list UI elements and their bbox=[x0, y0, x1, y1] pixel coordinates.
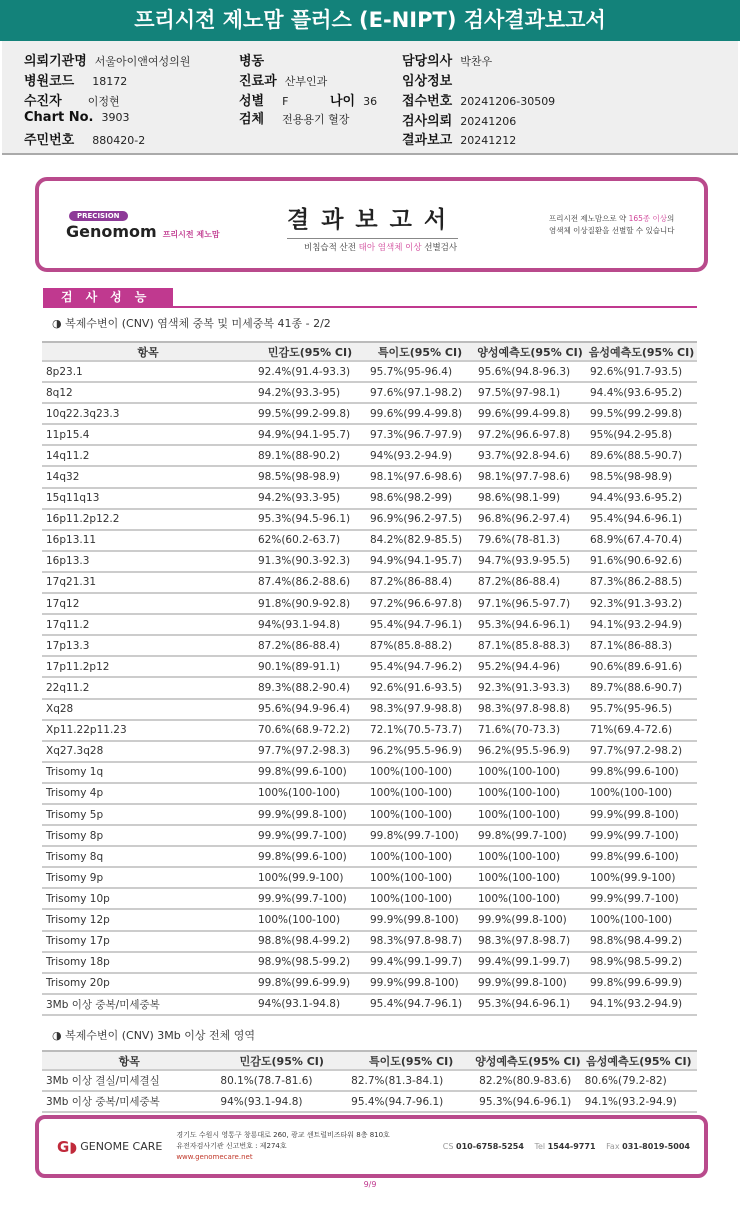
banner-title: 결과보고서 bbox=[287, 201, 458, 239]
metric-cell: 87%(85.8-88.2) bbox=[366, 635, 474, 656]
metric-cell: 94%(93.2-94.9) bbox=[366, 445, 474, 466]
field-rrn bbox=[24, 129, 145, 148]
item-cell: Trisomy 10p bbox=[42, 888, 254, 909]
field-request bbox=[402, 110, 516, 129]
table-row bbox=[42, 677, 697, 698]
item-cell: Xq28 bbox=[42, 699, 254, 720]
table-row bbox=[42, 994, 697, 1015]
table2-caption: ◑ 복제수변이 (CNV) 3Mb 이상 전체 영역 bbox=[52, 1029, 255, 1042]
brand-kr: 프리시전 제노맘 bbox=[162, 230, 220, 239]
t: 의 bbox=[667, 214, 675, 223]
metric-cell: 71%(69.4-72.6) bbox=[586, 720, 697, 741]
column-header: 음성예측도(95% CI) bbox=[581, 1051, 697, 1070]
table-row bbox=[42, 973, 697, 994]
metric-cell: 100%(100-100) bbox=[254, 909, 366, 930]
report-title: 프리시전 제노맘 플러스 (E-NIPT) 검사결과보고서 bbox=[0, 0, 740, 41]
metric-cell: 100%(100-100) bbox=[474, 888, 586, 909]
metric-cell: 99.9%(99.7-100) bbox=[586, 888, 697, 909]
item-cell: 3Mb 이상 결실/미세결실 bbox=[42, 1070, 216, 1091]
metric-cell: 80.6%(79.2-82) bbox=[581, 1070, 697, 1091]
metric-cell: 96.2%(95.5-96.9) bbox=[474, 741, 586, 762]
item-cell: Trisomy 1q bbox=[42, 762, 254, 783]
item-cell: 14q11.2 bbox=[42, 445, 254, 466]
metric-cell: 95.3%(94.5-96.1) bbox=[254, 509, 366, 530]
table-row bbox=[42, 867, 697, 888]
metric-cell: 79.6%(78-81.3) bbox=[474, 530, 586, 551]
field-specimen bbox=[239, 108, 349, 127]
table-row bbox=[42, 952, 697, 973]
metric-cell: 94.2%(93.3-95) bbox=[254, 488, 366, 509]
table-row bbox=[42, 403, 697, 424]
metric-cell: 100%(100-100) bbox=[586, 909, 697, 930]
precision-badge: PRECISION bbox=[69, 211, 128, 221]
metric-cell: 99.8%(99.6-100) bbox=[586, 846, 697, 867]
item-cell: 16p11.2p12.2 bbox=[42, 509, 254, 530]
metric-cell: 95.2%(94.4-96) bbox=[474, 656, 586, 677]
metric-cell: 87.4%(86.2-88.6) bbox=[254, 572, 366, 593]
column-header: 양성예측도(95% CI) bbox=[474, 342, 586, 361]
metric-cell: 95.3%(94.6-96.1) bbox=[474, 614, 586, 635]
table-row bbox=[42, 783, 697, 804]
item-cell: Trisomy 4p bbox=[42, 783, 254, 804]
value: 전용용기 혈장 bbox=[282, 113, 350, 126]
field-receipt bbox=[402, 90, 555, 109]
header-row bbox=[42, 342, 697, 361]
metric-cell: 98.1%(97.6-98.6) bbox=[366, 466, 474, 487]
table-row bbox=[42, 551, 697, 572]
metric-cell: 94.9%(94.1-95.7) bbox=[254, 424, 366, 445]
metric-cell: 97.3%(96.7-97.9) bbox=[366, 424, 474, 445]
label: 의뢰기관명 bbox=[24, 54, 87, 69]
field-ward bbox=[239, 50, 272, 69]
t: 비침습적 산전 bbox=[304, 243, 359, 253]
label: 성별 bbox=[239, 94, 265, 109]
table-row bbox=[42, 762, 697, 783]
website-link[interactable]: www.genomecare.net bbox=[176, 1153, 253, 1161]
label: 검체 bbox=[239, 112, 265, 127]
genomom-logo bbox=[66, 222, 220, 241]
table-row bbox=[42, 804, 697, 825]
item-cell: Trisomy 17p bbox=[42, 931, 254, 952]
metric-cell: 99.9%(99.8-100) bbox=[366, 909, 474, 930]
metric-cell: 100%(100-100) bbox=[366, 783, 474, 804]
value: 이정현 bbox=[87, 95, 120, 108]
label: 결과보고 bbox=[402, 133, 453, 148]
footer-address bbox=[176, 1130, 428, 1163]
metric-cell: 98.1%(97.7-98.6) bbox=[474, 466, 586, 487]
value: 36 bbox=[363, 95, 378, 108]
table-row bbox=[42, 909, 697, 930]
value: 20241206 bbox=[460, 115, 517, 128]
metric-cell: 99.8%(99.7-100) bbox=[474, 825, 586, 846]
table-row bbox=[42, 741, 697, 762]
metric-cell: 99.6%(99.4-99.8) bbox=[366, 403, 474, 424]
metric-cell: 90.1%(89-91.1) bbox=[254, 656, 366, 677]
metric-cell: 91.6%(90.6-92.6) bbox=[586, 551, 697, 572]
metric-cell: 92.4%(91.4-93.3) bbox=[254, 361, 366, 382]
item-cell: 17p13.3 bbox=[42, 635, 254, 656]
table-row bbox=[42, 614, 697, 635]
banner-subtitle bbox=[304, 241, 457, 253]
metric-cell: 94.1%(93.2-94.9) bbox=[581, 1091, 697, 1112]
item-cell: Trisomy 9p bbox=[42, 867, 254, 888]
metric-cell: 90.6%(89.6-91.6) bbox=[586, 656, 697, 677]
field-chart bbox=[24, 110, 129, 125]
item-cell: 8p23.1 bbox=[42, 361, 254, 382]
metric-cell: 99.4%(99.1-99.7) bbox=[474, 952, 586, 973]
fax-label: Fax bbox=[606, 1142, 620, 1151]
item-cell: 17p11.2p12 bbox=[42, 656, 254, 677]
field-clinical bbox=[402, 70, 460, 89]
table-row bbox=[42, 382, 697, 403]
field-code bbox=[24, 70, 127, 89]
metric-cell: 95%(94.2-95.8) bbox=[586, 424, 697, 445]
table-row bbox=[42, 445, 697, 466]
column-header: 음성예측도(95% CI) bbox=[586, 342, 697, 361]
field-patient bbox=[24, 90, 120, 109]
metric-cell: 87.1%(86-88.3) bbox=[586, 635, 697, 656]
license: 유전자검사기관 신고번호 : 제274호 bbox=[176, 1142, 287, 1150]
metric-cell: 97.6%(97.1-98.2) bbox=[366, 382, 474, 403]
cs-number: 010-6758-5254 bbox=[456, 1142, 524, 1151]
table1-caption: ◑ 복제수변이 (CNV) 염색체 중복 및 미세중복 41종 - 2/2 bbox=[52, 317, 331, 330]
address: 경기도 수원시 영통구 창룡대로 260, 광교 센트럴비즈타워 8층 810호 bbox=[176, 1131, 390, 1139]
value: 서울아이앤여성의원 bbox=[94, 55, 191, 68]
metric-cell: 100%(100-100) bbox=[474, 762, 586, 783]
tel-label: Tel bbox=[534, 1142, 546, 1151]
item-cell: Trisomy 20p bbox=[42, 973, 254, 994]
metric-cell: 95.4%(94.7-96.1) bbox=[347, 1091, 475, 1112]
label: 담당의사 bbox=[402, 54, 453, 69]
header-row bbox=[42, 1051, 697, 1070]
metric-cell: 95.4%(94.7-96.1) bbox=[366, 994, 474, 1015]
metric-cell: 100%(100-100) bbox=[366, 867, 474, 888]
metric-cell: 99.5%(99.2-99.8) bbox=[254, 403, 366, 424]
t: 프리시전 제노맘으로 약 bbox=[549, 214, 629, 223]
metric-cell: 99.8%(99.6-100) bbox=[586, 762, 697, 783]
metric-cell: 99.6%(99.4-99.8) bbox=[474, 403, 586, 424]
metric-cell: 94.9%(94.1-95.7) bbox=[366, 551, 474, 572]
metric-cell: 89.6%(88.5-90.7) bbox=[586, 445, 697, 466]
table-row bbox=[42, 699, 697, 720]
label: 임상정보 bbox=[402, 74, 453, 89]
value: 산부인과 bbox=[284, 75, 328, 88]
metric-cell: 98.3%(97.8-98.7) bbox=[366, 931, 474, 952]
metric-cell: 62%(60.2-63.7) bbox=[254, 530, 366, 551]
table-row bbox=[42, 720, 697, 741]
table-row bbox=[42, 825, 697, 846]
t: 염색체 이상질환을 선별할 수 있습니다 bbox=[549, 226, 675, 235]
value: 18172 bbox=[92, 75, 128, 88]
metric-cell: 94.1%(93.2-94.9) bbox=[586, 614, 697, 635]
metric-cell: 99.4%(99.1-99.7) bbox=[366, 952, 474, 973]
field-age bbox=[330, 90, 377, 109]
metric-cell: 92.3%(91.3-93.2) bbox=[586, 593, 697, 614]
metric-cell: 87.3%(86.2-88.5) bbox=[586, 572, 697, 593]
metric-cell: 98.3%(97.8-98.8) bbox=[474, 699, 586, 720]
metric-cell: 99.8%(99.6-100) bbox=[254, 762, 366, 783]
metric-cell: 94.7%(93.9-95.5) bbox=[474, 551, 586, 572]
metric-cell: 95.7%(95-96.4) bbox=[366, 361, 474, 382]
metric-cell: 98.9%(98.5-99.2) bbox=[586, 952, 697, 973]
item-cell: 15q11q13 bbox=[42, 488, 254, 509]
metric-cell: 98.3%(97.9-98.8) bbox=[366, 699, 474, 720]
field-doctor bbox=[402, 50, 492, 69]
item-cell: 8q12 bbox=[42, 382, 254, 403]
table-row bbox=[42, 888, 697, 909]
value: 20241206-30509 bbox=[460, 95, 556, 108]
metric-cell: 98.9%(98.5-99.2) bbox=[254, 952, 366, 973]
field-report bbox=[402, 129, 516, 148]
gc-icon: G◗ bbox=[57, 1137, 78, 1156]
metric-cell: 97.2%(96.6-97.8) bbox=[366, 593, 474, 614]
metric-cell: 95.4%(94.7-96.1) bbox=[366, 614, 474, 635]
label: 병원코드 bbox=[24, 74, 75, 89]
metric-cell: 97.7%(97.2-98.3) bbox=[254, 741, 366, 762]
metric-cell: 100%(100-100) bbox=[366, 762, 474, 783]
metric-cell: 98.8%(98.4-99.2) bbox=[254, 931, 366, 952]
value: 3903 bbox=[101, 111, 130, 124]
label: 병동 bbox=[239, 54, 265, 69]
item-cell: Xp11.22p11.23 bbox=[42, 720, 254, 741]
table-row bbox=[42, 656, 697, 677]
table-row bbox=[42, 931, 697, 952]
item-cell: Xq27.3q28 bbox=[42, 741, 254, 762]
field-dept bbox=[239, 70, 327, 89]
item-cell: Trisomy 12p bbox=[42, 909, 254, 930]
metric-cell: 100%(100-100) bbox=[586, 783, 697, 804]
label: Chart No. bbox=[24, 110, 94, 125]
metric-cell: 91.3%(90.3-92.3) bbox=[254, 551, 366, 572]
metric-cell: 95.7%(95-96.5) bbox=[586, 699, 697, 720]
item-cell: 10q22.3q23.3 bbox=[42, 403, 254, 424]
metric-cell: 92.6%(91.6-93.5) bbox=[366, 677, 474, 698]
metric-cell: 96.2%(95.5-96.9) bbox=[366, 741, 474, 762]
metric-cell: 99.9%(99.7-100) bbox=[586, 825, 697, 846]
table-row bbox=[42, 1091, 697, 1112]
value: F bbox=[282, 95, 289, 108]
item-cell: Trisomy 18p bbox=[42, 952, 254, 973]
metric-cell: 87.2%(86-88.4) bbox=[366, 572, 474, 593]
item-cell: 16p13.11 bbox=[42, 530, 254, 551]
t: 태아 염색체 이상 bbox=[358, 243, 422, 253]
metric-cell: 94.1%(93.2-94.9) bbox=[586, 994, 697, 1015]
table-row bbox=[42, 530, 697, 551]
metric-cell: 100%(100-100) bbox=[474, 867, 586, 888]
footer-contacts bbox=[443, 1142, 690, 1151]
metric-cell: 98.5%(98-98.9) bbox=[586, 466, 697, 487]
label: 수진자 bbox=[24, 94, 62, 109]
item-cell: Trisomy 5p bbox=[42, 804, 254, 825]
metric-cell: 68.9%(67.4-70.4) bbox=[586, 530, 697, 551]
metric-cell: 99.8%(99.6-100) bbox=[254, 846, 366, 867]
item-cell: 17q21.31 bbox=[42, 572, 254, 593]
item-cell: 11p15.4 bbox=[42, 424, 254, 445]
metric-cell: 94%(93.1-94.8) bbox=[216, 1091, 347, 1112]
metric-cell: 96.8%(96.2-97.4) bbox=[474, 509, 586, 530]
metric-cell: 92.6%(91.7-93.5) bbox=[586, 361, 697, 382]
label: 주민번호 bbox=[24, 133, 75, 148]
metric-cell: 71.6%(70-73.3) bbox=[474, 720, 586, 741]
t: 165종 이상 bbox=[628, 214, 668, 223]
tel-number: 1544-9771 bbox=[547, 1142, 596, 1151]
metric-cell: 99.9%(99.7-100) bbox=[254, 825, 366, 846]
label: 검사의뢰 bbox=[402, 114, 453, 129]
metric-cell: 98.6%(98.1-99) bbox=[474, 488, 586, 509]
metric-cell: 99.9%(99.8-100) bbox=[254, 804, 366, 825]
table-row bbox=[42, 466, 697, 487]
metric-cell: 95.3%(94.6-96.1) bbox=[475, 1091, 581, 1112]
metric-cell: 95.6%(94.8-96.3) bbox=[474, 361, 586, 382]
metric-cell: 99.9%(99.7-100) bbox=[254, 888, 366, 909]
cnv-3mb-table bbox=[42, 1050, 697, 1113]
item-cell: 14q32 bbox=[42, 466, 254, 487]
metric-cell: 94.4%(93.6-95.2) bbox=[586, 382, 697, 403]
metric-cell: 94.2%(93.3-95) bbox=[254, 382, 366, 403]
metric-cell: 99.8%(99.7-100) bbox=[366, 825, 474, 846]
metric-cell: 100%(100-100) bbox=[366, 804, 474, 825]
metric-cell: 100%(100-100) bbox=[366, 888, 474, 909]
metric-cell: 72.1%(70.5-73.7) bbox=[366, 720, 474, 741]
metric-cell: 100%(99.9-100) bbox=[254, 867, 366, 888]
metric-cell: 97.1%(96.5-97.7) bbox=[474, 593, 586, 614]
metric-cell: 98.5%(98-98.9) bbox=[254, 466, 366, 487]
metric-cell: 97.5%(97-98.1) bbox=[474, 382, 586, 403]
metric-cell: 97.2%(96.6-97.8) bbox=[474, 424, 586, 445]
metric-cell: 84.2%(82.9-85.5) bbox=[366, 530, 474, 551]
metric-cell: 87.2%(86-88.4) bbox=[474, 572, 586, 593]
item-cell: Trisomy 8p bbox=[42, 825, 254, 846]
table-row bbox=[42, 1070, 697, 1091]
metric-cell: 99.9%(99.8-100) bbox=[474, 909, 586, 930]
cs-label: CS bbox=[442, 1142, 454, 1151]
metric-cell: 96.9%(96.2-97.5) bbox=[366, 509, 474, 530]
field-sex bbox=[239, 90, 288, 109]
metric-cell: 100%(100-100) bbox=[474, 846, 586, 867]
metric-cell: 100%(100-100) bbox=[366, 846, 474, 867]
field-hospital bbox=[24, 50, 190, 69]
metric-cell: 100%(100-100) bbox=[474, 804, 586, 825]
metric-cell: 100%(99.9-100) bbox=[586, 867, 697, 888]
label: 진료과 bbox=[239, 74, 277, 89]
metric-cell: 100%(100-100) bbox=[254, 783, 366, 804]
item-cell: 17q11.2 bbox=[42, 614, 254, 635]
table-row bbox=[42, 509, 697, 530]
metric-cell: 100%(100-100) bbox=[474, 783, 586, 804]
metric-cell: 95.6%(94.9-96.4) bbox=[254, 699, 366, 720]
banner-note bbox=[549, 213, 674, 237]
page-number: 9/9 bbox=[363, 1180, 377, 1189]
column-header: 민감도(95% CI) bbox=[254, 342, 366, 361]
metric-cell: 80.1%(78.7-81.6) bbox=[216, 1070, 347, 1091]
label: 접수번호 bbox=[402, 94, 453, 109]
table-row bbox=[42, 424, 697, 445]
metric-cell: 98.8%(98.4-99.2) bbox=[586, 931, 697, 952]
metric-cell: 94%(93.1-94.8) bbox=[254, 994, 366, 1015]
column-header: 민감도(95% CI) bbox=[216, 1051, 347, 1070]
brand: Genomom bbox=[66, 222, 157, 241]
value: 20241212 bbox=[460, 134, 517, 147]
metric-cell: 98.6%(98.2-99) bbox=[366, 488, 474, 509]
fax-number: 031-8019-5004 bbox=[622, 1142, 690, 1151]
genomecare-logo bbox=[57, 1138, 162, 1156]
metric-cell: 87.2%(86-88.4) bbox=[254, 635, 366, 656]
metric-cell: 89.7%(88.6-90.7) bbox=[586, 677, 697, 698]
section-divider bbox=[43, 306, 697, 308]
metric-cell: 94%(93.1-94.8) bbox=[254, 614, 366, 635]
column-header: 특이도(95% CI) bbox=[347, 1051, 475, 1070]
metric-cell: 97.7%(97.2-98.2) bbox=[586, 741, 697, 762]
metric-cell: 99.5%(99.2-99.8) bbox=[586, 403, 697, 424]
item-cell: 3Mb 이상 중복/미세중복 bbox=[42, 994, 254, 1015]
metric-cell: 99.9%(99.8-100) bbox=[366, 973, 474, 994]
table-row bbox=[42, 488, 697, 509]
metric-cell: 89.3%(88.2-90.4) bbox=[254, 677, 366, 698]
section-heading: 검사성능 bbox=[43, 288, 173, 307]
metric-cell: 94.4%(93.6-95.2) bbox=[586, 488, 697, 509]
footer bbox=[35, 1115, 708, 1178]
report-banner bbox=[35, 177, 708, 272]
metric-cell: 82.7%(81.3-84.1) bbox=[347, 1070, 475, 1091]
metric-cell: 95.4%(94.6-96.1) bbox=[586, 509, 697, 530]
metric-cell: 98.3%(97.8-98.7) bbox=[474, 931, 586, 952]
item-cell: 17q12 bbox=[42, 593, 254, 614]
metric-cell: 99.9%(99.8-100) bbox=[474, 973, 586, 994]
item-cell: Trisomy 8q bbox=[42, 846, 254, 867]
column-header: 항목 bbox=[42, 1051, 216, 1070]
metric-cell: 87.1%(85.8-88.3) bbox=[474, 635, 586, 656]
column-header: 항목 bbox=[42, 342, 254, 361]
column-header: 특이도(95% CI) bbox=[366, 342, 474, 361]
metric-cell: 99.8%(99.6-99.9) bbox=[586, 973, 697, 994]
table-row bbox=[42, 361, 697, 382]
t: 선별검사 bbox=[421, 243, 458, 253]
label: 나이 bbox=[330, 94, 356, 109]
logo-text: GENOME CARE bbox=[80, 1140, 163, 1153]
table-row bbox=[42, 572, 697, 593]
item-cell: 16p13.3 bbox=[42, 551, 254, 572]
metric-cell: 99.9%(99.8-100) bbox=[586, 804, 697, 825]
metric-cell: 99.8%(99.6-99.9) bbox=[254, 973, 366, 994]
metric-cell: 93.7%(92.8-94.6) bbox=[474, 445, 586, 466]
metric-cell: 82.2%(80.9-83.6) bbox=[475, 1070, 581, 1091]
column-header: 양성예측도(95% CI) bbox=[475, 1051, 581, 1070]
metric-cell: 89.1%(88-90.2) bbox=[254, 445, 366, 466]
table-row bbox=[42, 635, 697, 656]
metric-cell: 70.6%(68.9-72.2) bbox=[254, 720, 366, 741]
item-cell: 3Mb 이상 중복/미세중복 bbox=[42, 1091, 216, 1112]
value: 박찬우 bbox=[460, 55, 493, 68]
table-row bbox=[42, 593, 697, 614]
metric-cell: 95.3%(94.6-96.1) bbox=[474, 994, 586, 1015]
metric-cell: 95.4%(94.7-96.2) bbox=[366, 656, 474, 677]
cnv-41-table bbox=[42, 341, 697, 1016]
item-cell: 22q11.2 bbox=[42, 677, 254, 698]
metric-cell: 92.3%(91.3-93.3) bbox=[474, 677, 586, 698]
table-row bbox=[42, 846, 697, 867]
metric-cell: 91.8%(90.9-92.8) bbox=[254, 593, 366, 614]
value: 880420-2 bbox=[92, 134, 146, 147]
patient-info-panel bbox=[2, 41, 738, 155]
